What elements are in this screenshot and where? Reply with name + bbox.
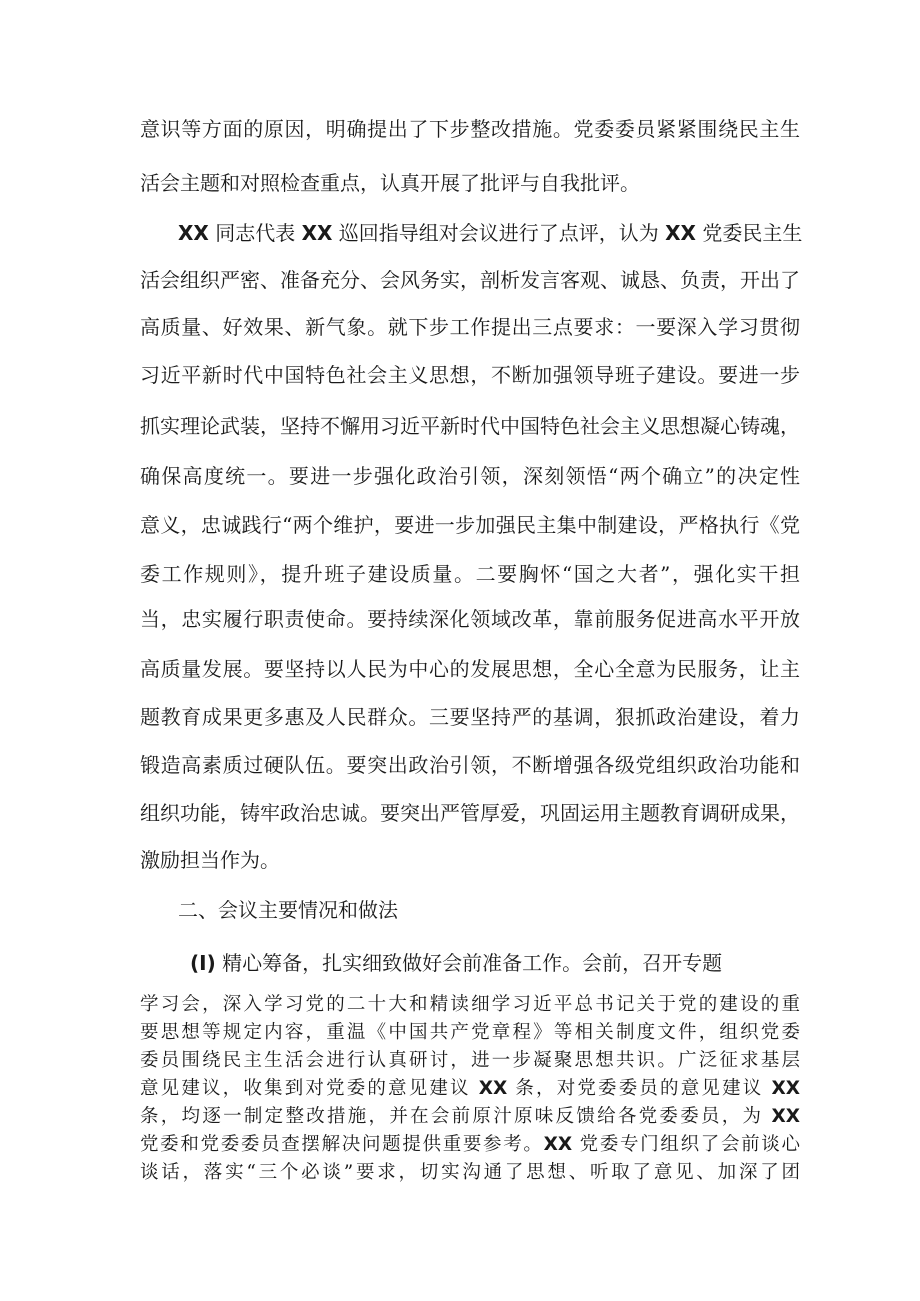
text-line: 意识等方面的原因，明确提出了下步整改措施。党委委员紧紧围绕民主生 (140, 117, 800, 141)
text-line: 意见建议，收集到对党委的意见建议 XX 条，对党委委员的意见建议 XX (140, 1078, 800, 1099)
text-line: 高质量、好效果、新气象。就下步工作提出三点要求：一要深入学习贯彻 (140, 315, 800, 339)
text-line: 要思想等规定内容，重温《中国共产党章程》等相关制度文件，组织党委 (140, 1022, 800, 1043)
text-line: 意义，忠诚践行“两个维护，要进一步加强民主集中制建设，严格执行《党 (140, 513, 800, 537)
placeholder-mark: XX (771, 1078, 800, 1099)
text-line: 学习会，深入学习党的二十大和精读细学习近平总书记关于党的建设的重 (140, 994, 800, 1015)
text-line: 锻造高素质过硬队伍。要突出政治引领，不断增强各级党组织政治功能和 (140, 753, 800, 777)
subsection-marker: (I) (190, 951, 216, 975)
text-line: 委工作规则》，提升班子建设质量。二要胸怀“国之大者”，强化实干担 (140, 562, 800, 586)
placeholder-mark: XX (178, 221, 209, 245)
text-line: 谈话，落实“三个必谈”要求，切实沟通了思想、听取了意见、加深了团 (140, 1162, 800, 1183)
text-line: 当，忠实履行职责使命。要持续深化领域改革，靠前服务促进高水平开放 (140, 607, 800, 631)
placeholder-mark: XX (543, 1134, 573, 1155)
text-line: 条，均逐一制定整改措施，并在会前原汁原味反馈给各党委委员，为 XX (140, 1106, 800, 1127)
text-line: XX 同志代表 XX 巡回指导组对会议进行了点评，认为 XX 党委民主生 (178, 221, 803, 245)
placeholder-mark: XX (771, 1106, 800, 1127)
text-line: 委员围绕民主生活会进行认真研讨，进一步凝聚思想共识。广泛征求基层 (140, 1050, 800, 1071)
section-heading: 二、会议主要情况和做法 (178, 898, 398, 922)
text-line: 确保高度统一。要进一步强化政治引领，深刻领悟“两个确立”的决定性 (140, 464, 800, 488)
text-line: 活会主题和对照检查重点，认真开展了批评与自我批评。 (140, 171, 640, 195)
text-line: 题教育成果更多惠及人民群众。三要坚持严的基调，狠抓政治建设，着力 (140, 705, 800, 729)
text-line: 组织功能，铸牢政治忠诚。要突出严管厚爱，巩固运用主题教育调研成果， (140, 801, 800, 825)
text-line: 高质量发展。要坚持以人民为中心的发展思想，全心全意为民服务，让主 (140, 657, 800, 681)
placeholder-mark: XX (478, 1078, 508, 1099)
text-line: 习近平新时代中国特色社会主义思想，不断加强领导班子建设。要进一步 (140, 363, 800, 387)
placeholder-mark: XX (301, 221, 333, 245)
subsection-heading (190, 950, 750, 976)
placeholder-mark: XX (665, 221, 696, 245)
text-line: 党委和党委委员查摆解决问题提供重要参考。XX 党委专门组织了会前谈心 (140, 1134, 800, 1155)
text-line: 活会组织严密、准备充分、会风务实，剖析发言客观、诚恳、负责，开出了 (140, 268, 800, 292)
text-line: 抓实理论武装，坚持不懈用习近平新时代中国特色社会主义思想凝心铸魂， (140, 414, 800, 438)
subsection-text: 精心筹备，扎实细致做好会前准备工作。会前，召开专题 (222, 951, 723, 975)
text-line: 激励担当作为。 (140, 848, 280, 872)
